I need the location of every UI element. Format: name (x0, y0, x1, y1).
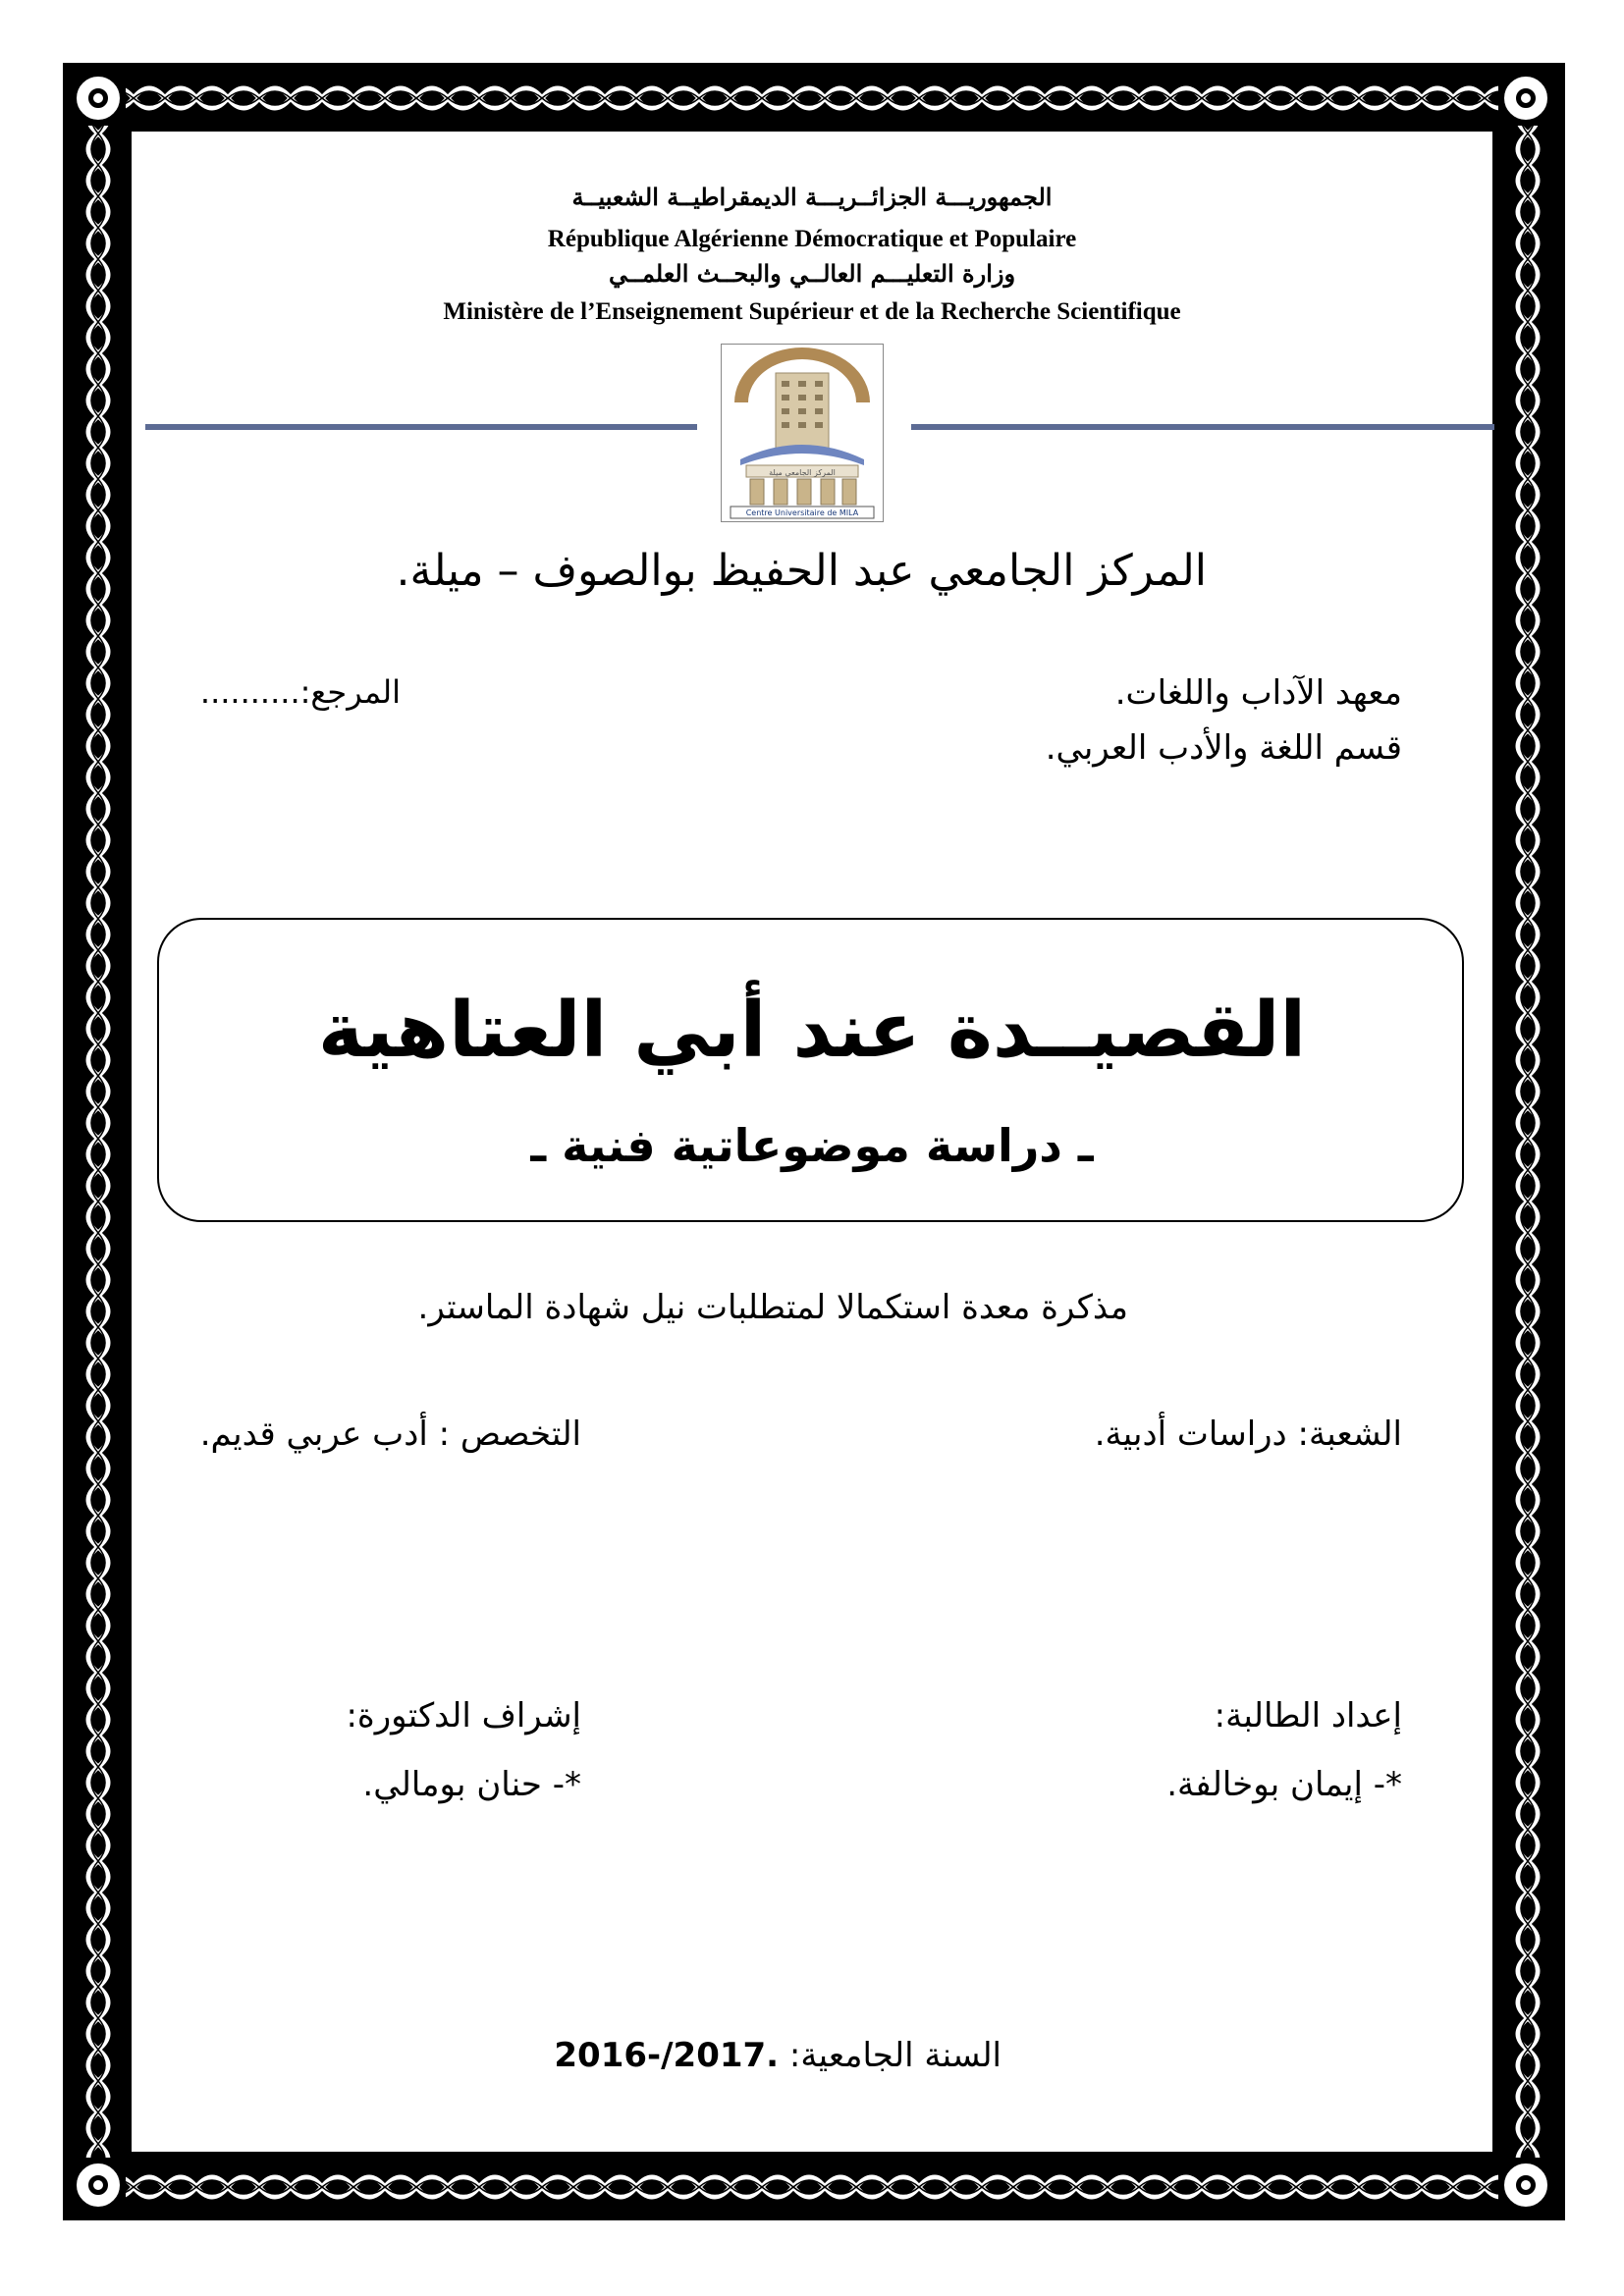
corner-ornament-icon (71, 71, 126, 126)
prepared-by-label: إعداد الطالبة: (1214, 1696, 1402, 1735)
republic-french: République Algérienne Démocratique et Populaire (547, 226, 1077, 252)
logo-caption: Centre Universitaire de MILA (745, 508, 859, 517)
logo-banner-text: المركز الجامعي ميلة (769, 468, 836, 477)
academic-year-label: السنة الجامعية: (788, 2036, 1001, 2075)
ministry-french: Ministère de l’Enseignement Supérieur et de la Recherche Scientifique (443, 298, 1181, 325)
department-name: قسم اللغة والأدب العربي. (1045, 728, 1402, 768)
branch: الشعبة: دراسات أدبية. (1094, 1415, 1402, 1454)
specialty: التخصص : أدب عربي قديم. (199, 1415, 581, 1454)
institute-name: معهد الآداب واللغات. (1114, 673, 1402, 713)
thesis-title: القصيــدة عند أبي العتاهية (317, 987, 1307, 1075)
corner-ornament-icon (1498, 71, 1553, 126)
republic-arabic: الجمهوريـــة الجزائــريـــة الديمقراطيــة الشعبيــة (571, 183, 1053, 211)
ministry-arabic: وزارة التعليـــم العالــي والبحــث العلمــي (608, 259, 1016, 288)
academic-year-line (550, 2036, 1001, 2075)
thesis-subtitle: ـ دراسة موضوعاتية فنية ـ (530, 1119, 1094, 1172)
header-rule-right (911, 424, 1494, 430)
academic-year-value: 2016-/2017. (554, 2036, 780, 2075)
reference-number: المرجع:.......... (199, 673, 401, 711)
memo-statement: مذكرة معدة استكمالا لمتطلبات نيل شهادة الماستر. (417, 1288, 1128, 1327)
supervisor-name: *- حنان بومالي. (362, 1765, 581, 1804)
university-name: المركز الجامعي عبد الحفيظ بوالصوف – ميلة. (396, 546, 1207, 596)
university-logo (721, 344, 884, 522)
corner-ornament-icon (1498, 2158, 1553, 2213)
supervisor-label: إشراف الدكتورة: (346, 1696, 581, 1735)
student-name: *- إيمان بوخالفة. (1166, 1765, 1402, 1804)
header-rule-left (145, 424, 697, 430)
corner-ornament-icon (71, 2158, 126, 2213)
